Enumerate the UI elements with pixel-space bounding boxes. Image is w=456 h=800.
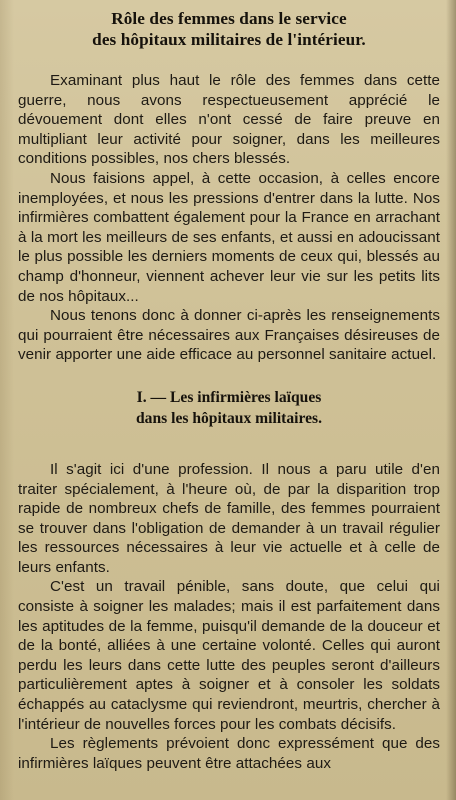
- section-heading: [18, 387, 440, 429]
- paragraph-intro-2: Nous faisions appel, à cette occasion, à celles encore inemployées, et nous les pressions d'entrer dans la lutte. Nos infirmières combattent également pour la France en arrachant à la mort les meilleurs de ses enfants, et aussi en adoucissant le plus possible les derniers moments de ceux qui, blessés au champ d'honneur, viennent achever leur vie sur les petits lits de nos hôpitaux...: [18, 169, 440, 305]
- article-title: [18, 8, 440, 50]
- section-heading-line-2: dans les hôpitaux militaires.: [136, 409, 322, 427]
- article-title-line-2: des hôpitaux militaires de l'intérieur.: [92, 30, 366, 49]
- paragraph-intro-1: Examinant plus haut le rôle des femmes dans cette guerre, nous avons respectueusement apprécié le dévouement dont elles n'ont cessé de faire preuve en multipliant leur activité pour soigner, dans les meilleures conditions possibles, nos chers blessés.: [18, 72, 440, 168]
- paragraph-section-1: Il s'agit ici d'une profession. Il nous a paru utile d'en traiter spécialement, à l'heure où, de par la disparition trop rapide de nombreux chefs de famille, des femmes pourraient se trouver dans l'obligation de demander à un travail régulier les ressources nécessaires à leur vie actuelle et à celle de leurs enfants.: [18, 460, 440, 576]
- paragraph-intro-3: Nous tenons donc à donner ci-après les renseignements qui pourraient être nécessaires aux Françaises désireuses de venir apporter une aide efficace au personnel sanitaire actuel.: [18, 307, 440, 364]
- page-edge-shadow: [446, 0, 456, 800]
- section-heading-line-1: I. — Les infirmières laïques: [136, 388, 322, 406]
- article-title-line-1: Rôle des femmes dans le service: [111, 9, 347, 28]
- paragraph-section-2: C'est un travail pénible, sans doute, que celui qui consiste à soigner les malades; mais il est parfaitement dans les aptitudes de la femme, puisqu'il demande de la douceur et de la bonté, alliées à une certaine volonté. Celles qui auront perdu les leurs dans cette lutte des peuples seront d'ailleurs particulièrement aptes à soigner et à consoler les soldats échappés au cataclysme qui reviendront, meurtris, chercher à l'intérieur de nouvelles forces pour les combats décisifs.: [18, 578, 440, 733]
- article: [18, 8, 440, 773]
- paragraph-section-3: Les règlements prévoient donc expressément que des infirmières laïques peuvent être attachées aux: [18, 735, 440, 772]
